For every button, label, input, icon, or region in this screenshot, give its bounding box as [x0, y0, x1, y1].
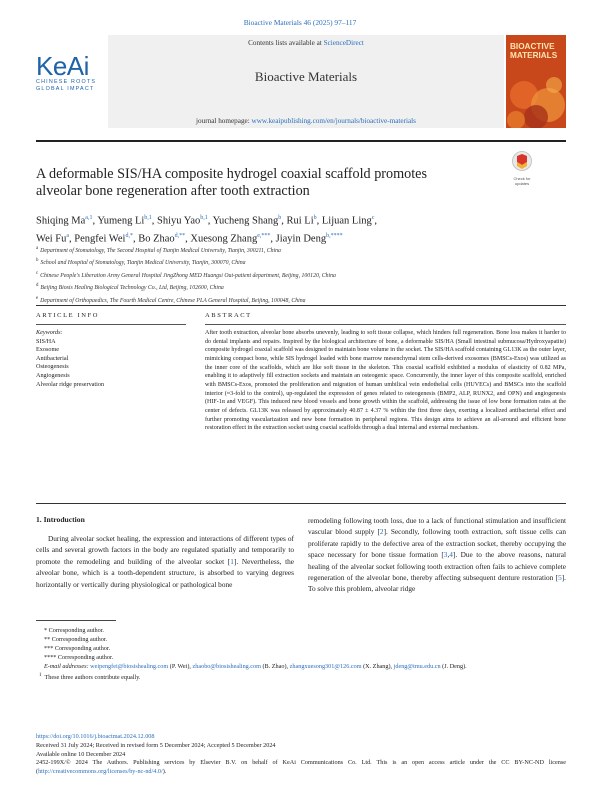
- affiliation-label: d: [36, 283, 39, 289]
- paragraph-text: ,: [447, 550, 450, 560]
- paragraph-text: remodeling following tooth loss, due to a lack of functional stimulation and insufficient vascular blood supply [: [308, 516, 566, 537]
- author-affil-sup[interactable]: b,****: [326, 233, 343, 239]
- corresponding-note: *** Corresponding author.: [44, 645, 111, 652]
- homepage-link[interactable]: www.keaipublishing.com/en/journals/bioactive-materials: [251, 117, 416, 125]
- equal-contribution-note: [36, 671, 566, 682]
- journal-citation[interactable]: Bioactive Materials 46 (2025) 97–117: [243, 18, 357, 27]
- paragraph-text: ]. To solve this problem, alveolar ridge: [308, 573, 566, 594]
- logo-tagline-2: GLOBAL IMPACT: [36, 85, 95, 92]
- email-label: E-mail addresses:: [44, 663, 91, 670]
- email-link[interactable]: jdeng@tmu.edu.cn: [393, 663, 441, 670]
- check-for-updates-badge[interactable]: [510, 150, 534, 186]
- author-affil-sup[interactable]: b,1: [144, 215, 152, 221]
- reference-link[interactable]: 5: [558, 573, 562, 583]
- affiliation-list: [36, 244, 556, 306]
- affiliation-text: Beijing Biosis Healing Biological Technology Co., Ltd, Beijing, 102600, China: [40, 285, 224, 292]
- license-statement: [36, 759, 566, 777]
- cover-title-line1: BIOACTIVE: [510, 42, 555, 51]
- affiliation-text: Department of Stomatology, The Second Hospital of Tianjin Medical University, Tianjin, 300211, China: [40, 247, 281, 254]
- keyword-item: Exosome: [36, 346, 60, 354]
- email-owner: (J. Deng).: [440, 663, 467, 670]
- affiliation-item: [36, 281, 556, 293]
- author-name[interactable]: Yucheng Shang: [212, 215, 279, 227]
- doi-link[interactable]: https://doi.org/10.1016/j.bioactmat.2024.12.008: [36, 733, 155, 740]
- introduction-heading: 1. Introduction: [36, 515, 85, 524]
- keyword-item: Angiogenesis: [36, 371, 70, 379]
- affiliation-text: School and Hospital of Stomatology, Tianjin Medical University, Tianjin, 300070, China: [40, 260, 246, 267]
- section-rule-top: [36, 305, 566, 306]
- email-link[interactable]: zhangxuesong301@126.com: [289, 663, 362, 670]
- corresponding-author-notes: [36, 626, 566, 662]
- keywords-label: Keywords:: [36, 329, 63, 336]
- contents-line: [108, 39, 504, 47]
- check-updates-icon: [510, 150, 534, 172]
- email-addresses: [36, 662, 566, 671]
- email-owner: (B. Zhao),: [260, 663, 290, 670]
- article-info-heading: ARTICLE INFO: [36, 312, 100, 319]
- abstract-heading: ABSTRACT: [205, 312, 252, 319]
- email-link[interactable]: weipengfei@biosishealing.com: [90, 663, 169, 670]
- author-name[interactable]: Shiyu Yao: [157, 215, 201, 227]
- received-dates: Received 31 July 2024; Received in revised form 5 December 2024; Accepted 5 December 2024: [36, 741, 276, 749]
- cover-title-line2: MATERIALS: [510, 50, 558, 60]
- check-updates-text: Check for updates: [513, 176, 531, 186]
- logo-tagline-1: CHINESE ROOTS: [36, 79, 97, 85]
- footnote-rule: [36, 620, 116, 621]
- author-affil-sup[interactable]: b: [278, 215, 282, 221]
- paragraph-text: ]. Secondly, following tooth extraction, soft tissue cells can proliferate rapidly to the defective area of the extraction socket, thereby occupying the space necessary for bone tissue formation [: [308, 527, 567, 560]
- author-affil-sup[interactable]: a: [66, 233, 70, 239]
- intro-column-left: [36, 533, 294, 590]
- author-name[interactable]: Rui Li: [286, 215, 314, 227]
- journal-masthead: [108, 35, 504, 128]
- footnotes: [36, 626, 566, 682]
- author-affil-sup[interactable]: b,1: [200, 215, 208, 221]
- header-rule: [36, 140, 566, 142]
- corresponding-note: **** Corresponding author.: [44, 654, 114, 661]
- author-list: Shiqing Ma$^{a,1}$, Yumeng Li$^{b,1}$, Shiyu Yao$^{b,1}$, Yucheng Shang$^b$, Rui Li$^b$, Lijuan Ling$^c$, Wei Fu$^a$, Pengfei Wei$^{d,*}$, Bo Zhao$^{d,**}$, Xuesong Zhang$^{e,***}$, Jiayin Deng$^{b,****}$: [36, 215, 378, 245]
- sciencedirect-link[interactable]: ScienceDirect: [323, 39, 364, 47]
- author-name[interactable]: Lijuan Ling: [321, 215, 372, 227]
- available-online: Available online 10 December 2024: [36, 750, 126, 758]
- license-suffix: ).: [162, 768, 167, 776]
- corresponding-note: ** Corresponding author.: [44, 636, 108, 643]
- license-link[interactable]: http://creativecommons.org/licenses/by-nc-nd/4.0/: [38, 768, 163, 776]
- equal-contribution-sup: 1: [39, 673, 42, 678]
- author-affil-sup[interactable]: e,***: [257, 233, 271, 239]
- affiliation-label: a: [36, 246, 39, 251]
- journal-name: Bioactive Materials: [254, 69, 358, 84]
- author-name[interactable]: Wei Fu: [36, 233, 67, 245]
- affiliation-label: e: [36, 295, 39, 301]
- publisher-logo: [36, 53, 100, 115]
- email-owner: (X. Zhang),: [361, 663, 394, 670]
- keai-logo-text: KeAi: [36, 51, 89, 81]
- keyword-item: Alveolar ridge preservation: [36, 380, 105, 388]
- author-affil-sup[interactable]: c: [371, 215, 375, 221]
- keywords-block: [36, 329, 186, 389]
- author-name[interactable]: Yumeng Li: [97, 215, 145, 227]
- corresponding-note: * Corresponding author.: [44, 627, 104, 634]
- reference-link[interactable]: 2: [379, 527, 384, 537]
- author-name[interactable]: Bo Zhao: [138, 233, 175, 245]
- affiliation-label: c: [36, 270, 39, 276]
- affiliation-text: Chinese People's Liberation Army General Hospital JingZhong MED Huangsi Out-patient department, Beijing, 100120, China: [40, 272, 336, 279]
- article-info-rule: [36, 324, 186, 325]
- keyword-item: SIS/HA: [36, 337, 56, 345]
- equal-contribution-text: These three authors contribute equally.: [44, 674, 141, 682]
- homepage-line: [108, 117, 504, 125]
- author-name[interactable]: Xuesong Zhang: [190, 233, 258, 245]
- reference-link[interactable]: 1: [230, 556, 234, 566]
- section-rule-bottom: [36, 503, 566, 504]
- homepage-prefix: journal homepage:: [196, 117, 252, 125]
- email-owner: (P. Wei),: [168, 663, 193, 670]
- article-metadata: [36, 733, 566, 777]
- abstract-text: After tooth extraction, alveolar bone absorbs unevenly, leading to soft tissue collapse, which hinders full regeneration. Bone loss makes it harder to do dental implants and repairs. Inspired by the biological architecture of bone, a deformable SIS/HA (Small intestinal submucosa/Hydroxyapatite) composite hydrogel coaxial scaffold was designed to maintain bone volume in the socket. The SIS/HA scaffold containing GL13K as the outer layer, mimicking compact bone, while SIS hydrogel loaded with bone marrow mesenchymal stem cells-derived exosomes (BMSCs-Exos) was utilized as the inner core of the scaffolds, which are like soft tissue in the skeleton. This coaxial scaffold exhibited a modulus of elasticity of 0.82 MPa, enabling it to adaptively fill extraction sockets and maintain an osteogenic space. Concurrently, the inner layer of this composite scaffold, enriched with BMSCs-Exos, promoted the proliferation and migration of human umbilical vein endothelial cells (HUVECs) and BMSCs into the scaffold interior (≈3-fold to the control), up-regulated the expression of genes related to osteogenesis (BMP2, ALP, RUNX2, and OPN) and angiogenesis (HIF-1α and VEGF). This induced new blood vessels and bone growth within the scaffold, addressing the issue of low bone formation rates at the center of defects. GL13K was released by approximately 40.87 ± 4.37 % within the first three days, exerting a localized antibacterial effect and further promoting vascularization and new bone formation in peripheral regions. This design aims to achieve an all-around and efficient bone restoration effect in the extraction socket using coaxial scaffolds through a dual internal and external mechanism.: [205, 330, 566, 432]
- article-title: A deformable SIS/HA composite hydrogel coaxial scaffold promotes alveolar bone regeneration after tooth extraction: [36, 166, 427, 199]
- author-name[interactable]: Jiayin Deng: [275, 233, 327, 245]
- abstract-rule: [205, 324, 566, 325]
- affiliation-item: [36, 244, 556, 256]
- contents-prefix: Contents lists available at: [248, 39, 324, 47]
- reference-link[interactable]: 4: [449, 550, 453, 560]
- author-affil-sup[interactable]: b: [313, 215, 317, 221]
- author-name[interactable]: Shiqing Ma: [36, 215, 86, 227]
- affiliation-item: [36, 269, 556, 281]
- author-affil-sup[interactable]: d,**: [174, 233, 186, 239]
- affiliation-item: [36, 256, 556, 268]
- journal-cover-image[interactable]: [506, 35, 566, 128]
- author-affil-sup[interactable]: a,1: [85, 215, 93, 221]
- keyword-list: [36, 338, 186, 390]
- reference-link[interactable]: 3: [443, 550, 448, 560]
- paragraph-text: ]. Due to the above reasons, natural healing of the alveolar socket following tooth extraction often fails to achieve complete regeneration of the alveolar bone, thereby affecting subsequent denture restoration [: [308, 550, 566, 583]
- author-name[interactable]: Pengfei Wei: [74, 233, 126, 245]
- email-link[interactable]: zhaobo@biosishealing.com: [192, 663, 261, 670]
- author-affil-sup[interactable]: d,*: [125, 233, 133, 239]
- affiliation-label: b: [36, 258, 39, 264]
- paragraph-text: During alveolar socket healing, the expression and interactions of different types of cells and several growth factors in the body are regulated spatially and temporarily to promote the remodeling and building of the alveolar socket [: [36, 534, 294, 566]
- intro-column-right: [308, 515, 566, 595]
- affiliation-text: Department of Orthopaedics, The Fourth Medical Centre, Chinese PLA General Hospital, Beijing, 100048, China: [40, 297, 306, 304]
- keyword-item: Antibacterial: [36, 354, 69, 362]
- keyword-item: Osteogenesis: [36, 363, 69, 371]
- paragraph-text: ]. Nevertheless, the alveolar bone, which is a tooth-dependent structure, is absorbed to varying degrees horizontally or vertically during physiological or pathological bone: [36, 556, 294, 589]
- license-prefix: 2452-199X/© 2024 The Authors. Publishing services by Elsevier B.V. on behalf of KeAi Communications Co. Ltd. This is an open access article under the CC BY-NC-ND license (: [36, 759, 566, 776]
